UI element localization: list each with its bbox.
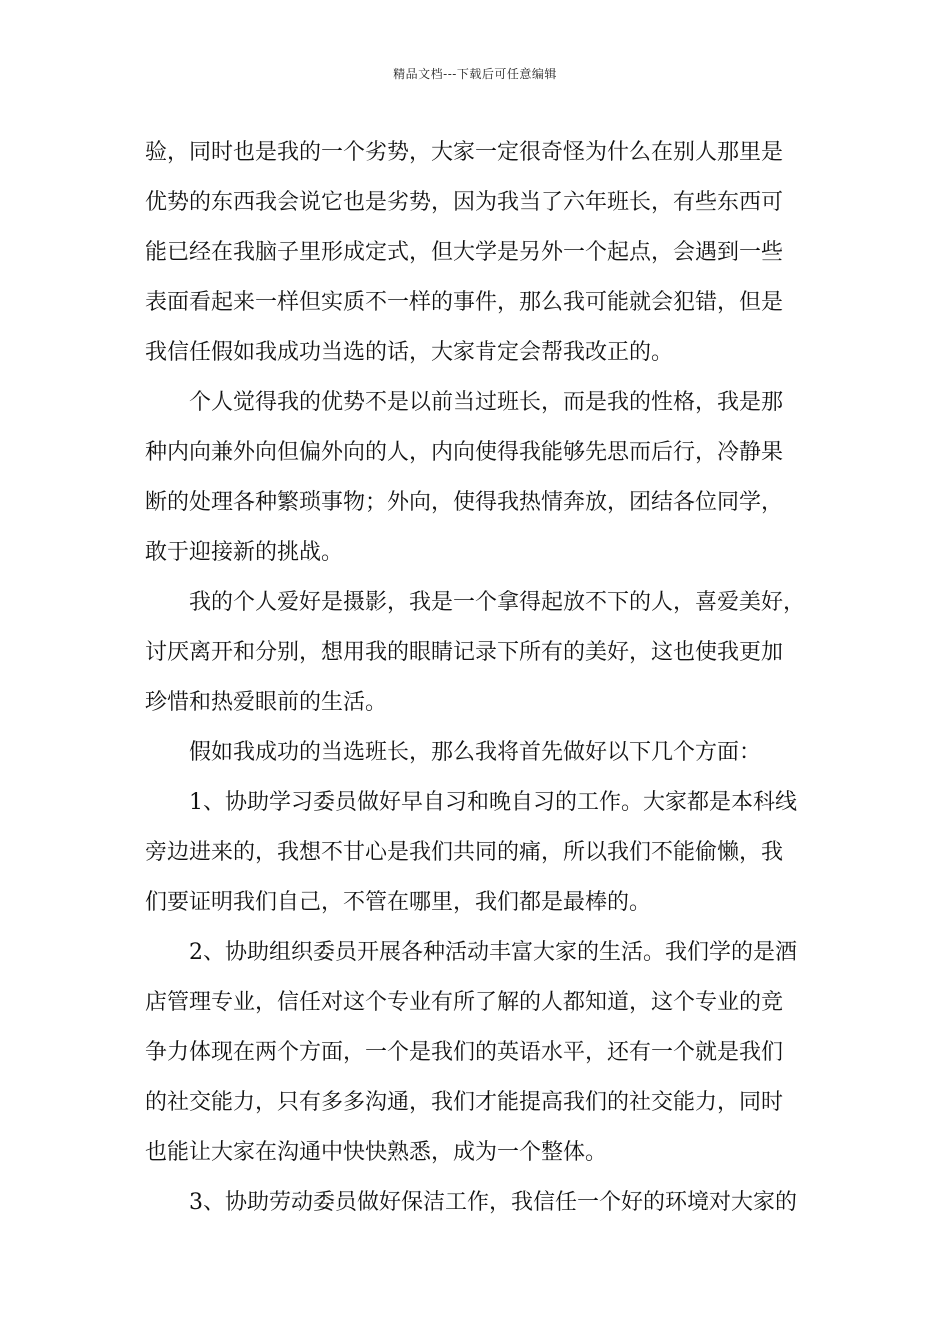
text-line: 争力体现在两个方面，一个是我们的英语水平，还有一个就是我们	[145, 1040, 784, 1065]
paragraph-first-line: 个人觉得我的优势不是以前当过班长，而是我的性格，我是那	[189, 390, 784, 415]
paragraph-first-line: 1、协助学习委员做好早自习和晚自习的工作。大家都是本科线	[189, 790, 797, 815]
text-line: 讨厌离开和分别，想用我的眼睛记录下所有的美好，这也使我更加	[145, 640, 784, 665]
text-line: 旁边进来的，我想不甘心是我们共同的痛，所以我们不能偷懒，我	[145, 840, 784, 865]
text-line: 能已经在我脑子里形成定式，但大学是另外一个起点，会遇到一些	[145, 240, 784, 265]
text-line: 店管理专业，信任对这个专业有所了解的人都知道，这个专业的竞	[145, 990, 784, 1015]
text-line: 敢于迎接新的挑战。	[145, 540, 344, 565]
text-line: 断的处理各种繁琐事物；外向，使得我热情奔放，团结各位同学，	[145, 490, 784, 515]
paragraph-first-line: 2、协助组织委员开展各种活动丰富大家的生活。我们学的是酒	[189, 940, 797, 965]
text-line: 我信任假如我成功当选的话，大家肯定会帮我改正的。	[145, 340, 674, 365]
text-line: 珍惜和热爱眼前的生活。	[145, 690, 388, 715]
paragraph-first-line: 假如我成功的当选班长，那么我将首先做好以下几个方面：	[189, 740, 762, 765]
text-line: 也能让大家在沟通中快快熟悉，成为一个整体。	[145, 1140, 608, 1165]
text-line: 优势的东西我会说它也是劣势，因为我当了六年班长，有些东西可	[145, 190, 784, 215]
text-line: 种内向兼外向但偏外向的人，内向使得我能够先思而后行，冷静果	[145, 440, 784, 465]
text-line: 的社交能力，只有多多沟通，我们才能提高我们的社交能力，同时	[145, 1090, 784, 1115]
text-line: 表面看起来一样但实质不一样的事件，那么我可能就会犯错，但是	[145, 290, 784, 315]
text-line: 们要证明我们自己，不管在哪里，我们都是最棒的。	[145, 890, 652, 915]
text-line: 验，同时也是我的一个劣势，大家一定很奇怪为什么在别人那里是	[145, 140, 784, 165]
page-header: 精品文档---下载后可任意编辑	[393, 67, 557, 81]
document-body	[145, 131, 815, 1231]
paragraph-first-line: 3、协助劳动委员做好保洁工作，我信任一个好的环境对大家的	[189, 1190, 797, 1215]
paragraph-first-line: 我的个人爱好是摄影，我是一个拿得起放不下的人，喜爱美好，	[189, 590, 806, 615]
